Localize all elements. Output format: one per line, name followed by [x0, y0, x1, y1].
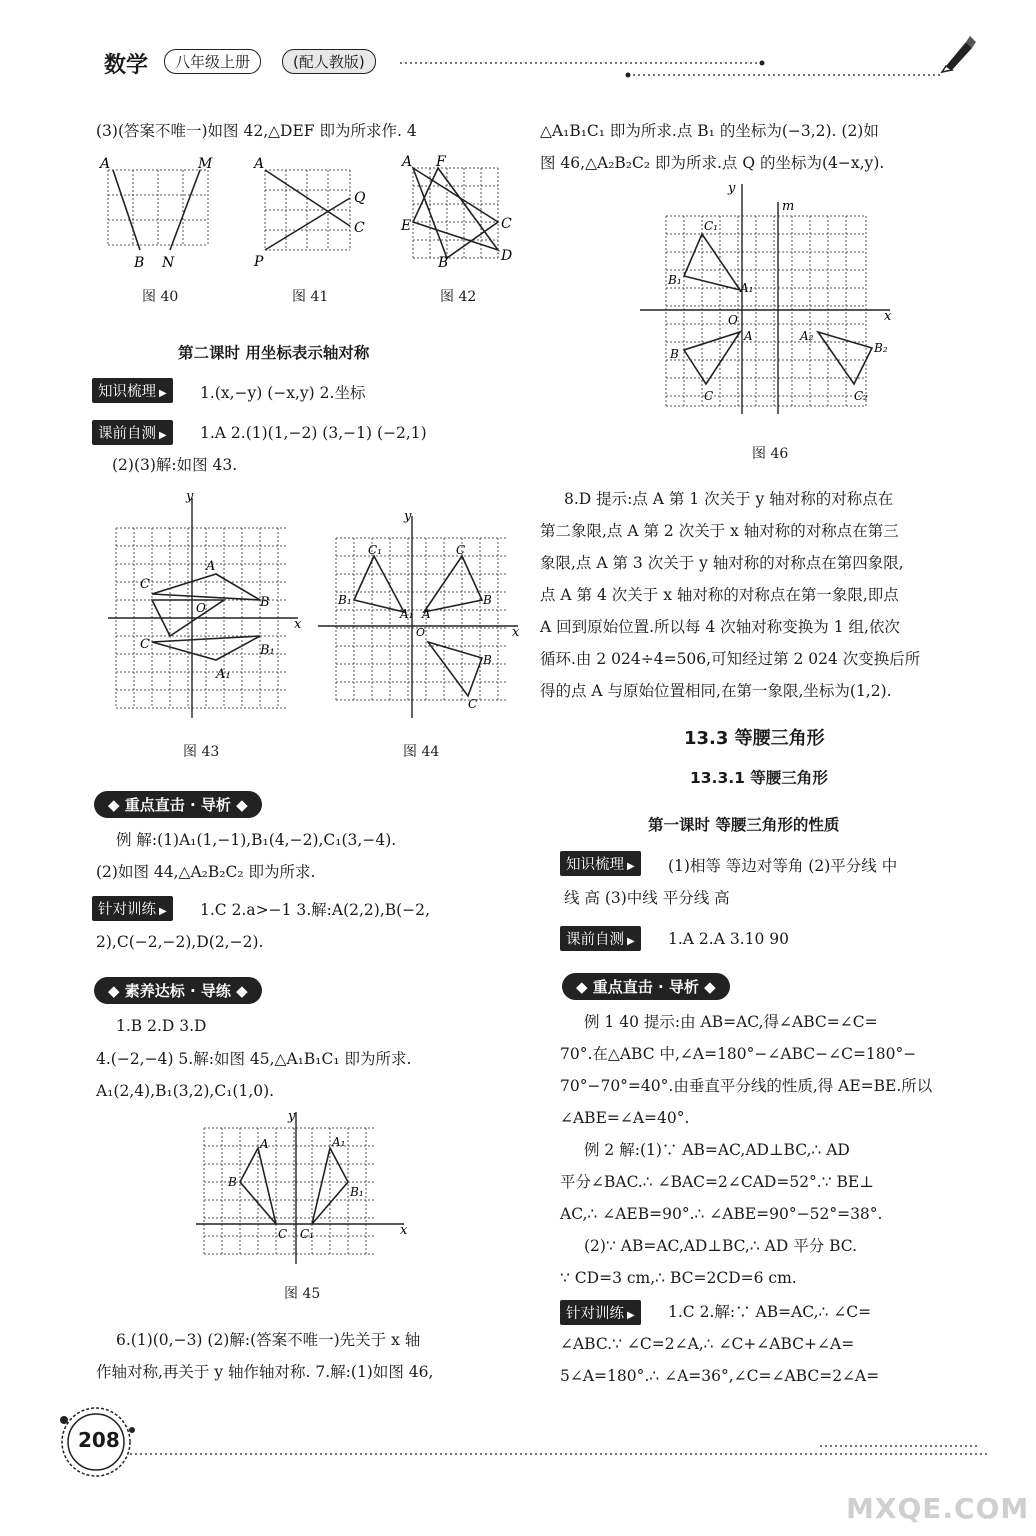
figure-43 [108, 488, 308, 728]
svg-text:C₁: C₁ [704, 219, 718, 233]
svg-text:B: B [134, 255, 145, 270]
text-line: 循环.由 2 024÷4=506,可知经过第 2 024 次变换后所 [540, 650, 921, 668]
svg-text:E: E [401, 218, 412, 234]
figure-41 [250, 150, 380, 270]
svg-text:y: y [404, 509, 412, 524]
svg-text:y: y [728, 181, 736, 196]
svg-text:A: A [744, 329, 753, 343]
text-line: ∠ABE=∠A=40°. [560, 1109, 690, 1127]
text-line: 2),C(−2,−2),D(2,−2). [96, 933, 264, 951]
svg-text:B: B [438, 255, 449, 270]
svg-text:C: C [468, 697, 478, 711]
text-line: 1.A 2.(1)(1,−2) (3,−1) (−2,1) [200, 424, 427, 442]
text-line: (2)(3)解:如图 43. [112, 456, 238, 474]
svg-text:M: M [198, 156, 213, 172]
text-line: 70°−70°=40°.由垂直平分线的性质,得 AE=BE.所以 [560, 1077, 933, 1095]
svg-text:B: B [483, 653, 492, 667]
figure-caption: 图 46 [752, 446, 789, 462]
text-line: 1.C 2.解:∵ AB=AC,∴ ∠C= [668, 1303, 872, 1321]
section-tag: 针对训练 ▶ [560, 1300, 641, 1325]
svg-text:B₁: B₁ [338, 593, 352, 607]
svg-text:C₂: C₂ [854, 389, 868, 403]
text-line: 例 1 40 提示:由 AB=AC,得∠ABC=∠C= [584, 1013, 878, 1031]
figure-caption: 图 42 [440, 289, 477, 305]
text-line: 象限,点 A 第 3 次关于 y 轴对称的对称点在第四象限, [540, 554, 904, 572]
text-line: (1)相等 等边对等角 (2)平分线 中 [668, 857, 898, 875]
svg-text:B: B [483, 593, 492, 607]
svg-text:B₂: B₂ [874, 341, 888, 355]
figure-44 [318, 508, 524, 728]
text-line: △A₁B₁C₁ 即为所求.点 B₁ 的坐标为(−3,2). (2)如 [540, 122, 879, 140]
svg-text:O: O [728, 313, 738, 327]
svg-text:m: m [782, 199, 795, 214]
svg-text:O: O [416, 626, 426, 639]
header-grade: 八年级上册 [164, 49, 261, 74]
text-line: 图 46,△A₂B₂C₂ 即为所求.点 Q 的坐标为(4−x,y). [540, 154, 885, 172]
svg-text:x: x [884, 309, 892, 324]
text-line: 1.(x,−y) (−x,y) 2.坐标 [200, 384, 366, 402]
svg-text:B: B [228, 1175, 237, 1189]
figure-caption: 图 41 [292, 289, 329, 305]
footer-dotted-line [130, 1440, 1000, 1460]
svg-text:A: A [260, 1137, 269, 1151]
text-line: 8.D 提示:点 A 第 1 次关于 y 轴对称的对称点在 [564, 490, 894, 508]
section-pill: ◆ 素养达标 · 导练 ◆ [94, 977, 262, 1004]
svg-text:D: D [501, 248, 513, 264]
svg-text:A₁: A₁ [332, 1135, 346, 1149]
svg-text:x: x [294, 617, 302, 632]
text-line: A 回到原始位置.所以每 4 次轴对称变换为 1 组,依次 [540, 618, 900, 636]
svg-text:A: A [422, 607, 431, 621]
text-line: 例 2 解:(1)∵ AB=AC,AD⊥BC,∴ AD [584, 1141, 850, 1159]
svg-text:C: C [456, 543, 466, 557]
text-line: 4.(−2,−4) 5.解:如图 45,△A₁B₁C₁ 即为所求. [96, 1050, 412, 1068]
svg-text:A₁: A₁ [400, 607, 414, 621]
svg-text:C: C [278, 1227, 288, 1241]
header-edition: (配人教版) [282, 49, 376, 74]
svg-text:B₁: B₁ [668, 273, 682, 287]
svg-text:B₁: B₁ [350, 1185, 364, 1199]
text-line: 5∠A=180°.∴ ∠A=36°,∠C=∠ABC=2∠A= [560, 1367, 880, 1385]
text-line: 6.(1)(0,−3) (2)解:(答案不唯一)先关于 x 轴 [116, 1331, 421, 1349]
svg-text:y: y [288, 1109, 296, 1124]
svg-text:C: C [354, 220, 365, 236]
section-pill: ◆ 重点直击 · 导析 ◆ [562, 973, 730, 1000]
watermark: MXQE.COM [846, 1492, 1030, 1525]
pen-icon [938, 32, 978, 74]
figure-caption: 图 44 [403, 744, 440, 760]
svg-text:P: P [254, 254, 264, 270]
figure-42 [398, 150, 518, 270]
figure-caption: 图 45 [284, 1286, 321, 1302]
lesson-title: 第二课时 用坐标表示轴对称 [178, 344, 370, 362]
svg-text:C: C [140, 577, 150, 592]
text-line: (3)(答案不唯一)如图 42,△DEF 即为所求作. 4 [96, 122, 417, 140]
svg-text:N: N [162, 255, 175, 270]
svg-text:C: C [140, 637, 150, 652]
svg-text:O: O [196, 601, 206, 615]
svg-text:A: A [206, 559, 216, 574]
figure-46 [640, 180, 900, 420]
svg-text:Q: Q [354, 190, 366, 206]
svg-text:A: A [254, 156, 265, 172]
svg-text:y: y [186, 489, 194, 504]
text-line: 1.B 2.D 3.D [116, 1017, 207, 1035]
text-line: 1.A 2.A 3.10 90 [668, 930, 789, 948]
text-line: 点 A 第 4 次关于 x 轴对称的对称点在第一象限,即点 [540, 586, 899, 604]
text-line: 例 解:(1)A₁(1,−1),B₁(4,−2),C₁(3,−4). [116, 831, 397, 849]
section-tag: 课前自测 ▶ [92, 420, 173, 445]
section-title: 13.3 等腰三角形 [684, 728, 825, 749]
text-line: 得的点 A 与原始位置相同,在第一象限,坐标为(1,2). [540, 682, 892, 700]
section-tag: 知识梳理 ▶ [560, 851, 641, 876]
svg-text:A: A [100, 156, 111, 172]
svg-text:A: A [402, 154, 413, 170]
text-line: 70°.在△ABC 中,∠A=180°−∠ABC−∠C=180°− [560, 1045, 917, 1063]
figure-45 [196, 1108, 410, 1268]
svg-text:B: B [260, 595, 270, 610]
text-line: 平分∠BAC.∴ ∠BAC=2∠CAD=52°.∵ BE⊥ [560, 1173, 874, 1191]
figure-caption: 图 43 [183, 744, 220, 760]
figure-40 [98, 150, 220, 270]
text-line: ∠ABC.∵ ∠C=2∠A,∴ ∠C+∠ABC+∠A= [560, 1335, 855, 1353]
svg-text:B₁: B₁ [260, 643, 275, 658]
svg-text:C₁: C₁ [300, 1227, 314, 1241]
subsection-title: 13.3.1 等腰三角形 [690, 769, 828, 787]
svg-text:F: F [436, 154, 446, 170]
svg-text:A₁: A₁ [740, 281, 754, 295]
text-line: A₁(2,4),B₁(3,2),C₁(1,0). [96, 1082, 275, 1100]
svg-text:C: C [704, 389, 714, 403]
text-line: 第二象限,点 A 第 2 次关于 x 轴对称的对称点在第三 [540, 522, 899, 540]
text-line: 作轴对称,再关于 y 轴作轴对称. 7.解:(1)如图 46, [96, 1363, 434, 1381]
svg-text:A₁: A₁ [216, 667, 231, 682]
svg-text:x: x [400, 1223, 408, 1238]
section-pill: ◆ 重点直击 · 导析 ◆ [94, 791, 262, 818]
text-line: ∵ CD=3 cm,∴ BC=2CD=6 cm. [560, 1269, 797, 1287]
figure-caption: 图 40 [142, 289, 179, 305]
section-tag: 知识梳理 ▶ [92, 378, 173, 403]
svg-text:A₂: A₂ [800, 329, 814, 343]
text-line: 线 高 (3)中线 平分线 高 [564, 889, 730, 907]
text-line: (2)如图 44,△A₂B₂C₂ 即为所求. [96, 863, 316, 881]
svg-text:B: B [670, 347, 679, 361]
svg-text:C: C [501, 216, 512, 232]
section-tag: 针对训练 ▶ [92, 896, 173, 921]
section-tag: 课前自测 ▶ [560, 926, 641, 951]
header-dotted-line [400, 55, 960, 85]
text-line: 1.C 2.a>−1 3.解:A(2,2),B(−2, [200, 901, 430, 919]
svg-text:x: x [512, 625, 520, 640]
page-number: 208 [78, 1428, 120, 1452]
text-line: AC,∴ ∠AEB=90°.∴ ∠ABE=90°−52°=38°. [560, 1205, 883, 1223]
header-subject: 数学 [104, 53, 149, 78]
svg-text:C₁: C₁ [368, 543, 382, 557]
text-line: (2)∵ AB=AC,AD⊥BC,∴ AD 平分 BC. [584, 1237, 858, 1255]
lesson-title: 第一课时 等腰三角形的性质 [648, 816, 840, 834]
